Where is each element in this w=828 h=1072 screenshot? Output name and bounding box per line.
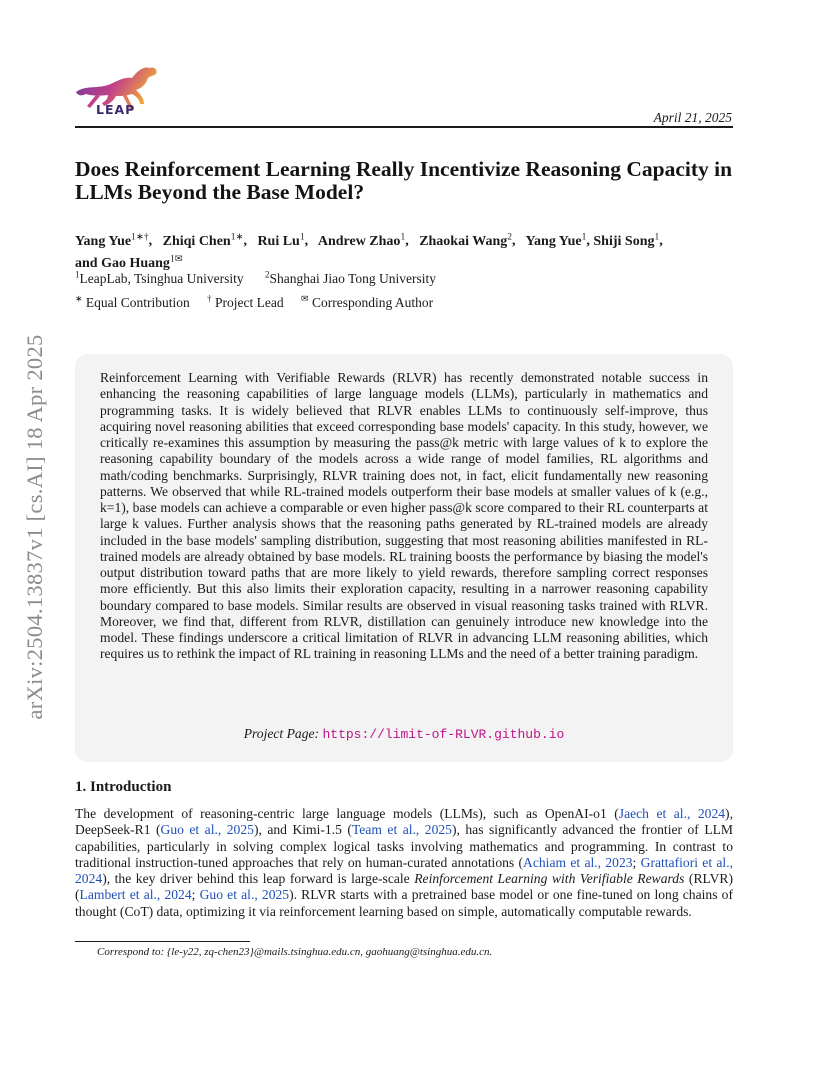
author-list: Yang Yue$^{1∗\dagger}$, Zhiqi Chen$^{1∗}$, Rui Lu$^1$, Andrew Zhao$^1$, Zhaokai Wang$^2$, Yang Yue$^1$, Shiji Song$^1$, and Gao Huang$^{1✉}$	[75, 232, 663, 272]
date: April 21, 2025	[653, 110, 732, 125]
project-page-link[interactable]: https://limit-of-RLVR.github.io	[322, 727, 565, 742]
intro-paragraph: The development of reasoning-centric large language models (LLMs), such as OpenAI-o1 (Jaech et al., 2024), DeepSeek-R1 (Guo et al., 2025), and Kimi-1.5 (Team et al., 2025), has significantly advanced the frontier of LLM capabilities, particularly in solving complex logical tasks involving mathematics and programming. In contrast to traditional instruction-tuned approaches that rely on human-curated annotations (Achiam et al., 2023; Grattafiori et al., 2024), the key driver behind this leap forward is large-scale Reinforcement Learning with Verifiable Rewards (RLVR) (Lambert et al., 2024; Guo et al., 2025). RLVR starts with a pretrained base model or one fine-tuned on long chains of thought (CoT) data, optimizing it via reinforcement learning based on simple, automatically computable rewards.	[75, 806, 734, 919]
citation-link[interactable]: Team et al., 2025	[351, 822, 452, 838]
project-page	[75, 726, 733, 742]
citation-link[interactable]: Guo et al., 2025	[199, 887, 290, 903]
affiliation: $^2$Shanghai Jiao Tong University	[265, 269, 436, 286]
arxiv-id: arXiv:2504.13837v1 [cs.AI] 18 Apr 2025	[22, 334, 47, 720]
logo-text: LEAP	[96, 102, 136, 117]
note-corresponding-author: ✉ Corresponding Author	[301, 293, 434, 310]
author: Zhaokai Wang$^2$	[419, 232, 512, 249]
header-rule	[75, 126, 733, 128]
paper-title: Does Reinforcement Learning Really Incentivize Reasoning Capacity in LLMs Beyond the Base Model?	[75, 157, 733, 204]
citation-link[interactable]: Grattafiori et al., 2024	[75, 854, 733, 886]
citation-link[interactable]: Guo et al., 2025	[160, 822, 254, 838]
author: Rui Lu$^1$	[257, 232, 305, 249]
abstract-text: Reinforcement Learning with Verifiable Rewards (RLVR) has recently demonstrated notable success in enhancing the reasoning capabilities of large language models (LLMs), particularly in mathematics and programming tasks. It is widely believed that RLVR enables LLMs to continuously self-improve, thus acquiring novel reasoning abilities that exceed corresponding base models' capacity. In this study, however, we critically re-examines this assumption by measuring the pass@k metric with large values of k to explore the reasoning capability boundary of the models across a wide range of model families, RL algorithms and math/coding benchmarks. Surprisingly, RLVR training does not, in fact, elicit fundamentally new reasoning patterns. We observed that while RL-trained models outperform their base models at smaller values of k (e.g., k=1), base models can achieve a comparable or even higher pass@k score compared to their RL counterparts at large k values. Further analysis shows that the reasoning paths generated by RL-trained models are already included in the base models' sampling distribution, suggesting that most reasoning abilities manifested in RL-trained models are already obtained by base models. RL training boosts the performance by biasing the model's output distribution toward paths that are more likely to yield rewards, therefore sampling correct responses more efficiently. But this also limits their exploration capacity, resulting in a narrower reasoning capability boundary compared to base models. Similar results are observed in visual reasoning tasks trained with RLVR. Moreover, we find that, different from RLVR, distillation can genuinely introduce new knowledge into the model. These findings underscore a critical limitation of RLVR in advancing LLM reasoning abilities, which requires us to rethink the impact of RL training in reasoning LLMs and the need of a better training paradigm.	[100, 370, 708, 662]
project-page-label: Project Page:	[243, 726, 320, 741]
note-project-lead: † Project Lead	[207, 293, 284, 310]
citation-link[interactable]: Jaech et al., 2024	[618, 806, 726, 821]
author: and Gao Huang$^{1✉}$	[75, 254, 183, 272]
emphasis-rlvr: Reinforcement Learning with Verifiable Rewards	[414, 871, 685, 886]
author: Yang Yue$^1$	[525, 232, 587, 249]
author: Shiji Song$^1$	[593, 232, 660, 249]
citation-link[interactable]: Lambert et al., 2024	[79, 887, 192, 903]
footnote-rule	[75, 941, 250, 942]
citation-link[interactable]: Achiam et al., 2023	[523, 854, 633, 870]
note-equal-contribution: ∗ Equal Contribution	[75, 293, 190, 310]
author: Zhiqi Chen$^{1∗}$	[162, 232, 244, 249]
affiliations	[75, 269, 436, 287]
author: Yang Yue$^{1∗\dagger}$	[75, 232, 149, 249]
arxiv-watermark	[18, 296, 52, 758]
author: Andrew Zhao$^1$	[317, 232, 406, 249]
author-notes	[75, 293, 447, 311]
footnote: Correspond to: {le-y22, zq-chen23}@mails.tsinghua.edu.cn, gaohuang@tsinghua.edu.cn.	[97, 946, 493, 958]
affiliation: $^1$LeapLab, Tsinghua University	[75, 269, 244, 286]
section-title: 1. Introduction	[75, 779, 172, 795]
